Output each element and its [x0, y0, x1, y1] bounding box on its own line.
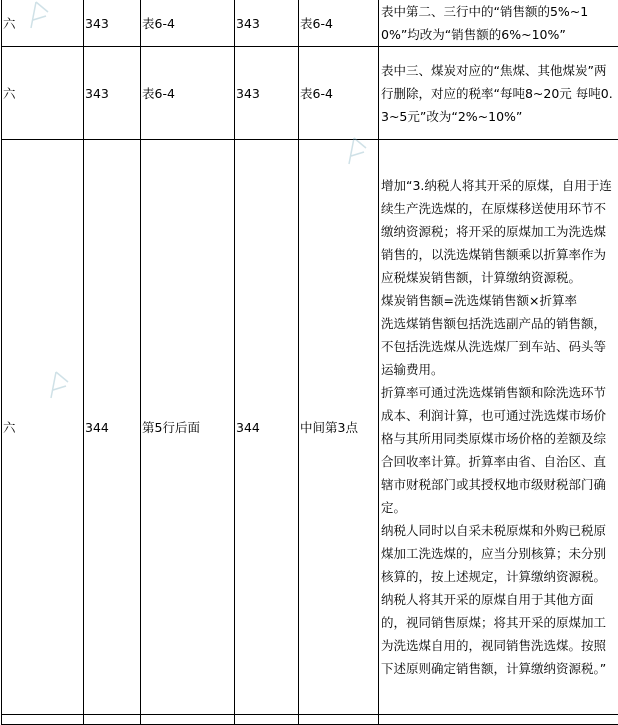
errata-table: [1, 0, 618, 725]
change-paragraph: 纳税人同时以自采未税原煤和外购已税原煤加工洗选煤的，应当分别核算；未分别核算的，按上述规定，计算缴纳资源税。: [381, 519, 618, 588]
table-row: [2, 47, 618, 140]
new-location-cell: 表6-4: [299, 47, 379, 140]
old-page-cell: 343: [84, 0, 141, 47]
change-paragraph: 纳税人将其开采的原煤自用于其他方面的，视同销售原煤；将其开采的原煤加工为洗选煤自用的，视同销售洗选煤。按照下述原则确定销售额，计算缴纳资源税。”: [381, 588, 618, 680]
change-text: 表中第二、三行中的“销售额的5%~10%”均改为“销售额的6%~10%”: [381, 0, 618, 46]
old-page-cell: 343: [84, 47, 141, 140]
change-cell: [379, 47, 618, 140]
chapter-cell: 六: [2, 0, 84, 47]
new-location-cell: 表6-4: [299, 0, 379, 47]
old-location-cell: 第5行后面: [141, 140, 235, 715]
new-location-cell: 中间第3点: [299, 140, 379, 715]
chapter-cell: 六: [2, 140, 84, 715]
change-paragraph: 折算率可通过洗选煤销售额和除洗选环节成本、利润计算，也可通过洗选煤市场价格与其所用同类原煤市场价格的差额及综合回收率计算。折算率由省、自治区、直辖市财税部门或其授权地市级财税部门确定。: [381, 381, 618, 519]
old-location-cell: 表6-4: [141, 0, 235, 47]
change-paragraph: 洗选煤销售额包括洗选副产品的销售额，不包括洗选煤从洗选煤厂到车站、码头等运输费用。: [381, 312, 618, 381]
new-page-cell: 343: [235, 47, 299, 140]
change-cell: [379, 0, 618, 47]
new-page-cell: 343: [235, 0, 299, 47]
change-paragraph: 增加“3.纳税人将其开采的原煤，自用于连续生产洗选煤的，在原煤移送使用环节不缴纳资源税；将开采的原煤加工为洗选煤销售的，以洗选煤销售额乘以折算率作为应税煤炭销售额，计算缴纳资源税。: [381, 174, 618, 289]
change-text: 表中三、煤炭对应的“焦煤、其他煤炭”两行删除，对应的税率“每吨8~20元 每吨0.3~5元”改为“2%~10%”: [381, 59, 618, 128]
new-page-cell: 344: [235, 140, 299, 715]
change-cell: [379, 140, 618, 715]
old-location-cell: 表6-4: [141, 47, 235, 140]
table-row: [2, 140, 618, 715]
old-page-cell: 344: [84, 140, 141, 715]
table-row: [2, 0, 618, 47]
change-paragraph: 煤炭销售额=洗选煤销售额×折算率: [381, 289, 618, 312]
chapter-cell: 六: [2, 47, 84, 140]
